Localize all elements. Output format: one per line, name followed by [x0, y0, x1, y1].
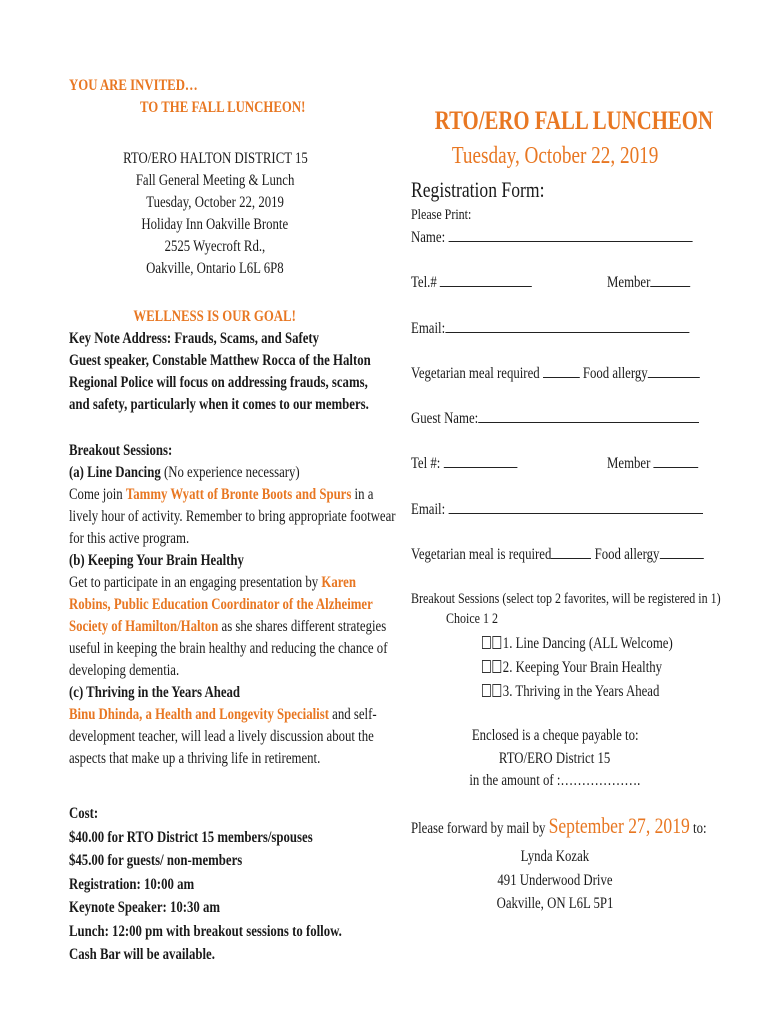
session-option[interactable]: 2. Keeping Your Brain Healthy [482, 656, 720, 680]
event-city: Oakville, Ontario L6L 6P8 [146, 260, 284, 277]
event-details [75, 148, 355, 280]
cheque-section: Enclosed is a cheque payable to: RTO/ERO District 15 in the amount of :………………. [469, 727, 641, 789]
keynote-section: Key Note Address: Frauds, Scams, and Safety Guest speaker, Constable Matthew Rocca of the Halton Regional Police will focus on addressing frauds, scams, and safety, particularly when it comes to our members. [69, 328, 446, 416]
tel-field[interactable]: Tel.# [411, 272, 562, 294]
event-street: 2525 Wyecroft Rd., [164, 238, 266, 255]
checkbox-choice-2[interactable] [492, 636, 501, 649]
session-option[interactable]: 3. Thriving in the Years Ahead [482, 680, 720, 704]
guest-email-field[interactable]: Email: [411, 499, 770, 521]
checkbox-choice-1[interactable] [482, 684, 491, 697]
wellness-heading: WELLNESS IS OUR GOAL! [133, 308, 297, 325]
cost-heading: Cost: [69, 805, 99, 822]
forward-line: Please forward by mail by September 27, 2019 to: [411, 813, 707, 838]
address-city: Oakville, ON L6L 5P1 [496, 895, 614, 912]
guest-tel-field[interactable]: Tel #: [411, 453, 544, 475]
name-field[interactable]: Name: [411, 227, 763, 249]
keynote-title: Key Note Address: Frauds, Scams, and Safety [69, 330, 320, 347]
event-venue: Holiday Inn Oakville Bronte [141, 216, 289, 233]
event-date: Tuesday, October 22, 2019 [146, 194, 284, 211]
invited-line-1: YOU ARE INVITED… [69, 77, 198, 94]
please-print: Please Print: [411, 207, 472, 223]
checkbox-choice-2[interactable] [492, 660, 501, 673]
session-options [482, 632, 720, 704]
email-field[interactable]: Email: [411, 318, 759, 340]
event-org: RTO/ERO HALTON DISTRICT 15 [122, 150, 308, 167]
breakout-heading: Breakout Sessions: [69, 442, 173, 459]
sessions-heading: Breakout Sessions (select top 2 favorites, will be registered in 1) [411, 591, 721, 607]
vegetarian-field[interactable]: Vegetarian meal required Food allergy [411, 363, 770, 385]
event-title: Fall General Meeting & Lunch [135, 172, 295, 189]
breakout-section: Breakout Sessions: (a) Line Dancing (No experience necessary) Come join Tammy Wyatt of Bronte Boots and Spurs in a lively hour of activity. Remember to bring appropriate footwear for this active program. (b) Keeping Your Brain Healthy Get to participate in an engaging presentation by Karen Robins, Public Education Coordinator of the Alzheimer Society of Hamilton/Halton as she shares different strategies useful in keeping the brain healthy and reducing the chance of developing dementia. (c) Thriving in the Years Ahead Binu Dhinda, a Health and Longevity Specialist and self- development teacher, will lead a lively discussion about the aspects that make up a thriving life in retirement. [69, 440, 477, 770]
address-name: Lynda Kozak [520, 848, 590, 865]
cost-section: Cost: $40.00 for RTO District 15 members/spouses $45.00 for guests/ non-members Registration: 10:00 am Keynote Speaker: 10:30 am Lunch: 12:00 pm with breakout sessions to follow. Cash Bar will be available. [69, 802, 410, 967]
guest-member-field[interactable]: Member [607, 453, 721, 475]
invited-line-2: TO THE FALL LUNCHEON! [140, 99, 306, 116]
registration-form-heading: Registration Form: [411, 177, 545, 202]
session-option[interactable]: 1. Line Dancing (ALL Welcome) [482, 632, 720, 656]
mailing-address [400, 845, 710, 916]
choice-label: Choice 1 2 [446, 611, 498, 627]
form-date: Tuesday, October 22, 2019 [451, 143, 659, 169]
checkbox-choice-1[interactable] [482, 636, 491, 649]
member-field[interactable]: Member [607, 272, 711, 294]
address-street: 491 Underwood Drive [497, 871, 613, 889]
checkbox-choice-1[interactable] [482, 660, 491, 673]
checkbox-choice-2[interactable] [492, 684, 501, 697]
form-title-main: RTO/ERO FALL LUNCHEON [434, 106, 713, 135]
guest-vegetarian-field[interactable]: Vegetarian meal is required Food allergy [411, 544, 770, 566]
guest-name-field[interactable]: Guest Name: [411, 408, 770, 430]
